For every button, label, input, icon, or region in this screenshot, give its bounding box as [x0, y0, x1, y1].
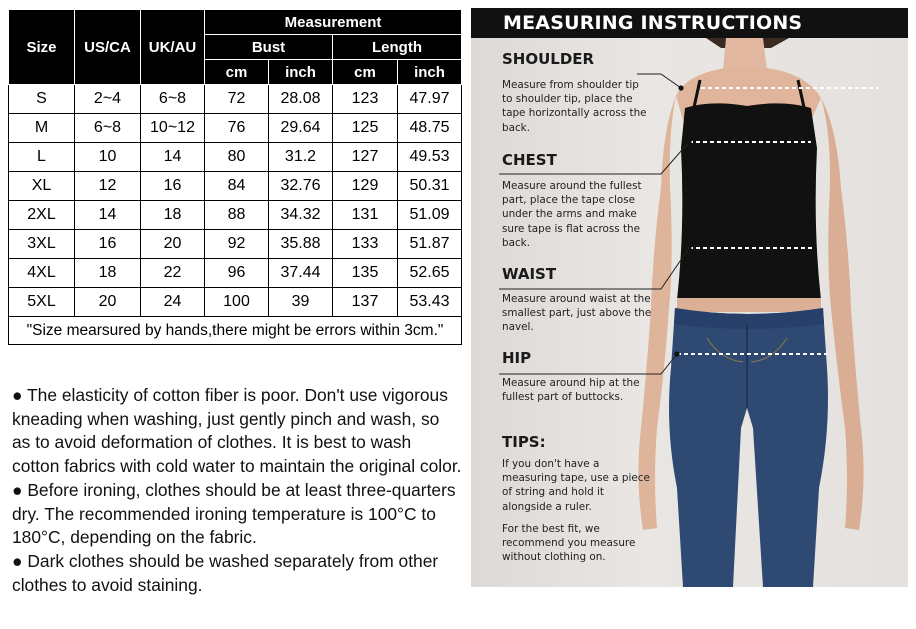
hip-heading: HIP: [502, 349, 532, 367]
waist-text: Measure around waist at the smallest part, just above the navel.: [502, 293, 652, 334]
cell-uk: 14: [141, 143, 205, 172]
cell-us: 16: [75, 230, 141, 259]
cell-bust-cm: 100: [205, 288, 269, 317]
cell-size: L: [9, 143, 75, 172]
cell-size: XL: [9, 172, 75, 201]
header-bust: Bust: [205, 35, 333, 60]
cell-bust-inch: 37.44: [269, 259, 333, 288]
cell-bust-cm: 88: [205, 201, 269, 230]
cell-bust-inch: 39: [269, 288, 333, 317]
cell-bust-cm: 96: [205, 259, 269, 288]
cell-bust-inch: 31.2: [269, 143, 333, 172]
header-length: Length: [333, 35, 462, 60]
cell-bust-cm: 76: [205, 114, 269, 143]
cell-bust-inch: 28.08: [269, 85, 333, 114]
cell-length-inch: 52.65: [398, 259, 462, 288]
cell-length-cm: 131: [333, 201, 398, 230]
cell-length-inch: 49.53: [398, 143, 462, 172]
care-paragraph: ● Before ironing, clothes should be at least three-quarters dry. The recommended ironing temperature is 100°C to 180°C, depending on the fabric.: [12, 479, 456, 548]
header-bust-inch: inch: [269, 60, 333, 85]
cell-bust-inch: 32.76: [269, 172, 333, 201]
cell-length-inch: 53.43: [398, 288, 462, 317]
tips-text-2: For the best fit, we recommend you measure without clothing on.: [502, 523, 636, 564]
waist-heading: WAIST: [502, 265, 557, 283]
cell-length-cm: 123: [333, 85, 398, 114]
tips-text-1: If you don't have a measuring tape, use a piece of string and hold it alongside a ruler.: [502, 458, 650, 513]
cell-size: 4XL: [9, 259, 75, 288]
cell-size: 3XL: [9, 230, 75, 259]
chest-heading: CHEST: [502, 151, 557, 169]
cell-length-cm: 135: [333, 259, 398, 288]
header-size: Size: [9, 10, 75, 85]
cell-uk: 16: [141, 172, 205, 201]
cell-us: 20: [75, 288, 141, 317]
cell-uk: 24: [141, 288, 205, 317]
cell-us: 2~4: [75, 85, 141, 114]
cell-uk: 6~8: [141, 85, 205, 114]
cell-bust-cm: 92: [205, 230, 269, 259]
hip-text: Measure around hip at the fullest part of buttocks.: [502, 377, 640, 404]
cell-us: 14: [75, 201, 141, 230]
table-note-row: [9, 317, 462, 345]
cell-length-cm: 137: [333, 288, 398, 317]
table-row: [9, 230, 462, 259]
cell-size: S: [9, 85, 75, 114]
cell-us: 10: [75, 143, 141, 172]
cell-size: 2XL: [9, 201, 75, 230]
cell-length-cm: 127: [333, 143, 398, 172]
cell-length-inch: 48.75: [398, 114, 462, 143]
instructions-title: MEASURING INSTRUCTIONS: [471, 8, 908, 38]
cell-uk: 18: [141, 201, 205, 230]
cell-bust-cm: 84: [205, 172, 269, 201]
cell-bust-cm: 72: [205, 85, 269, 114]
cell-us: 12: [75, 172, 141, 201]
care-paragraph: ● Dark clothes should be washed separately from other clothes to avoid staining.: [12, 550, 439, 595]
cell-length-inch: 47.97: [398, 85, 462, 114]
table-row: [9, 114, 462, 143]
cell-length-inch: 51.87: [398, 230, 462, 259]
table-row: [9, 201, 462, 230]
header-length-cm: cm: [333, 60, 398, 85]
cell-size: 5XL: [9, 288, 75, 317]
care-paragraph: ● The elasticity of cotton fiber is poor. Don't use vigorous kneading when washing, just gently pinch and wash, so as to avoid deformation of clothes. It is best to wash cotton fabrics with cold water to maintain the original color.: [12, 385, 462, 477]
cell-bust-inch: 34.32: [269, 201, 333, 230]
table-row: [9, 288, 462, 317]
cell-length-cm: 125: [333, 114, 398, 143]
shoulder-text: Measure from shoulder tip to shoulder tip, place the tape horizontally across the back.: [502, 79, 647, 134]
shoulder-heading: SHOULDER: [502, 50, 595, 68]
cell-bust-inch: 35.88: [269, 230, 333, 259]
size-chart-table: [8, 9, 462, 345]
cell-uk: 10~12: [141, 114, 205, 143]
cell-size: M: [9, 114, 75, 143]
cell-uk: 22: [141, 259, 205, 288]
cell-length-inch: 50.31: [398, 172, 462, 201]
cell-bust-cm: 80: [205, 143, 269, 172]
cell-length-inch: 51.09: [398, 201, 462, 230]
size-note: "Size mearsured by hands,there might be errors within 3cm.": [9, 317, 462, 345]
cell-length-cm: 129: [333, 172, 398, 201]
table-row: [9, 172, 462, 201]
header-uk-au: UK/AU: [141, 10, 205, 85]
cell-us: 18: [75, 259, 141, 288]
cell-length-cm: 133: [333, 230, 398, 259]
table-row: [9, 85, 462, 114]
header-measurement: Measurement: [205, 10, 462, 35]
table-row: [9, 143, 462, 172]
header-us-ca: US/CA: [75, 10, 141, 85]
cell-us: 6~8: [75, 114, 141, 143]
cell-uk: 20: [141, 230, 205, 259]
measuring-instructions-panel: [471, 8, 908, 587]
table-row: [9, 259, 462, 288]
chest-text: Measure around the fullest part, place the tape close under the arms and make sure tape is flat across the back.: [502, 180, 642, 249]
tips-heading: TIPS:: [502, 433, 546, 451]
header-length-inch: inch: [398, 60, 462, 85]
care-instructions: [12, 384, 462, 597]
cell-bust-inch: 29.64: [269, 114, 333, 143]
header-bust-cm: cm: [205, 60, 269, 85]
